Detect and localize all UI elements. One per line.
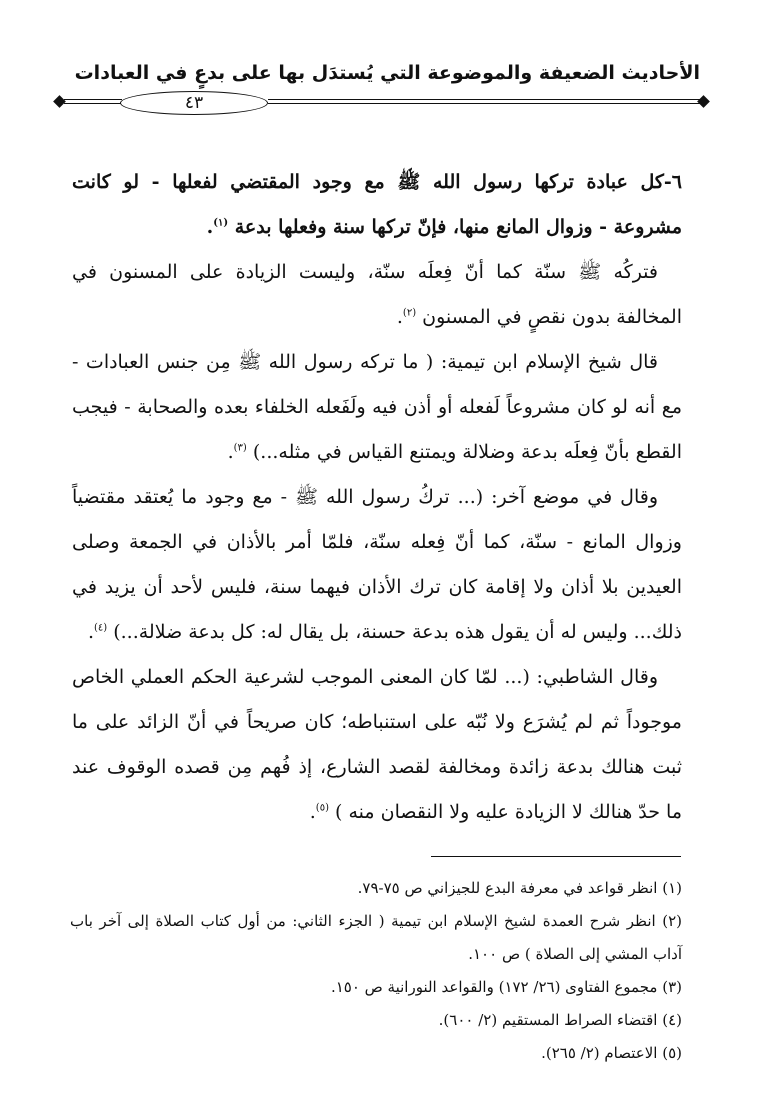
footnote: (٤) اقتضاء الصراط المستقيم (٢/ ٦٠٠). — [438, 1011, 682, 1029]
footnote: (٢) انظر شرح العمدة لشيخ الإسلام ابن تيمية ( الجزء الثاني: من أول كتاب الصلاة إلى آخر باب آداب المشي إلى الصلاة ) ص ١٠٠. — [70, 912, 682, 963]
footnote-ref: (٥) — [315, 802, 329, 814]
paragraph-text: ٦-كل عبادة تركها رسول الله ﷺ مع وجود المقتضي لفعلها - لو كانت مشروعة - وزوال المانع منها، فإنّ تركها سنة وفعلها بدعة — [72, 171, 682, 238]
header-rule-line — [268, 99, 700, 100]
paragraph: قال شيخ الإسلام ابن تيمية: ( ما تركه رسول الله ﷺ مِن جنس العبادات - مع أنه لو كان مشروعاً لَفعله أو أذن فيه ولَفَعله الخلفاء بعده والصحابة - فيجب القطع بأنّ فِعلَه بدعة وضلالة ويمتنع القياس في مثله...) $^{(٣)}$. — [72, 351, 682, 463]
header-rule-line — [64, 103, 122, 104]
footnote-ref: (٤) — [93, 622, 108, 634]
running-title: الأحاديث الضعيفة والموضوعة التي يُستدَل بها على بدعٍ في العبادات — [74, 62, 700, 84]
paragraph-text: فتركُه ﷺ سنّة كما أنّ فِعلَه سنّة، وليست الزيادة على المسنون في المخالفة بدون نقصٍ في المسنون — [72, 261, 682, 328]
footnote-separator — [431, 856, 681, 857]
paragraph-text: وقال الشاطبي: (... لمّا كان المعنى الموجب لشرعية الحكم العملي الخاص موجوداً ثم لم يُشرَع ولا نُبّه على استنباطه؛ كان صريحاً في أنّ الزائد على ما ثبت هنالك بدعة زائدة ومخالفة لقصد الشارع، إذ فُهم مِن قصده الوقوف عند ما حدّ هنالك لا الزيادة عليه ولا النقصان منه ) — [72, 666, 682, 823]
footnote-ref: (١) — [213, 217, 229, 229]
main-text — [72, 160, 682, 835]
footnote: (١) انظر قواعد في معرفة البدع للجيزاني ص ٧٥-٧٩. — [357, 879, 682, 897]
header-rule — [58, 91, 708, 115]
header-rule-line — [268, 103, 700, 104]
right-diamond-icon — [697, 95, 710, 108]
left-diamond-icon — [53, 95, 66, 108]
paragraph: وقال في موضع آخر: (... تركُ رسول الله ﷺ - مع وجود ما يُعتقد مقتضياً وزوال المانع - سنّة، كما أنّ فِعله سنّة، فلمّا أمر بالأذان في الجمعة وصلى العيدين بلا أذان ولا إقامة كان ترك الأذان فيهما سنة، فليس لأحد أن يزيد في ذلك... وليس له أن يقول هذه بدعة حسنة، بل يقال له: كل بدعة ضلالة...) $^{(٤)}$. — [72, 486, 682, 643]
paragraph-text: قال شيخ الإسلام ابن تيمية: ( ما تركه رسول الله ﷺ مِن جنس العبادات - مع أنه لو كان مشروعاً لَفعله أو أذن فيه ولَفَعله الخلفاء بعده والصحابة - فيجب القطع بأنّ فِعلَه بدعة وضلالة ويمتنع القياس في مثله...) — [72, 351, 682, 463]
footnote-ref: (٢) — [402, 307, 417, 319]
footnote-ref: (٣) — [233, 442, 247, 454]
paragraph: فتركُه ﷺ سنّة كما أنّ فِعلَه سنّة، وليست الزيادة على المسنون في المخالفة بدون نقصٍ في المسنون $^{(٢)}$. — [72, 261, 682, 328]
footnote: (٥) الاعتصام (٢/ ٢٦٥). — [541, 1044, 682, 1062]
paragraph: وقال الشاطبي: (... لمّا كان المعنى الموجب لشرعية الحكم العملي الخاص موجوداً ثم لم يُشرَع ولا نُبّه على استنباطه؛ كان صريحاً في أنّ الزائد على ما ثبت هنالك بدعة زائدة ومخالفة لقصد الشارع، إذ فُهم مِن قصده الوقوف عند ما حدّ هنالك لا الزيادة عليه ولا النقصان منه ) $^{(٥)}$. — [72, 666, 682, 823]
footnotes — [70, 872, 682, 1070]
paragraph: ٦-كل عبادة تركها رسول الله ﷺ مع وجود المقتضي لفعلها - لو كانت مشروعة - وزوال المانع منها، فإنّ تركها سنة وفعلها بدعة $^{(١)}$. — [72, 171, 682, 238]
page-number: ٤٣ — [120, 91, 268, 115]
footnote: (٣) مجموع الفتاوى (٢٦/ ١٧٢) والقواعد النورانية ص ١٥٠. — [330, 978, 682, 996]
header-rule-line — [64, 99, 122, 100]
page-header — [58, 58, 708, 118]
paragraph-text: وقال في موضع آخر: (... تركُ رسول الله ﷺ - مع وجود ما يُعتقد مقتضياً وزوال المانع - سنّة، كما أنّ فِعله سنّة، فلمّا أمر بالأذان في الجمعة وصلى العيدين بلا أذان ولا إقامة كان ترك الأذان فيهما سنة، فليس لأحد أن يزيد في ذلك... وليس له أن يقول هذه بدعة حسنة، بل يقال له: كل بدعة ضلالة...) — [72, 486, 682, 643]
